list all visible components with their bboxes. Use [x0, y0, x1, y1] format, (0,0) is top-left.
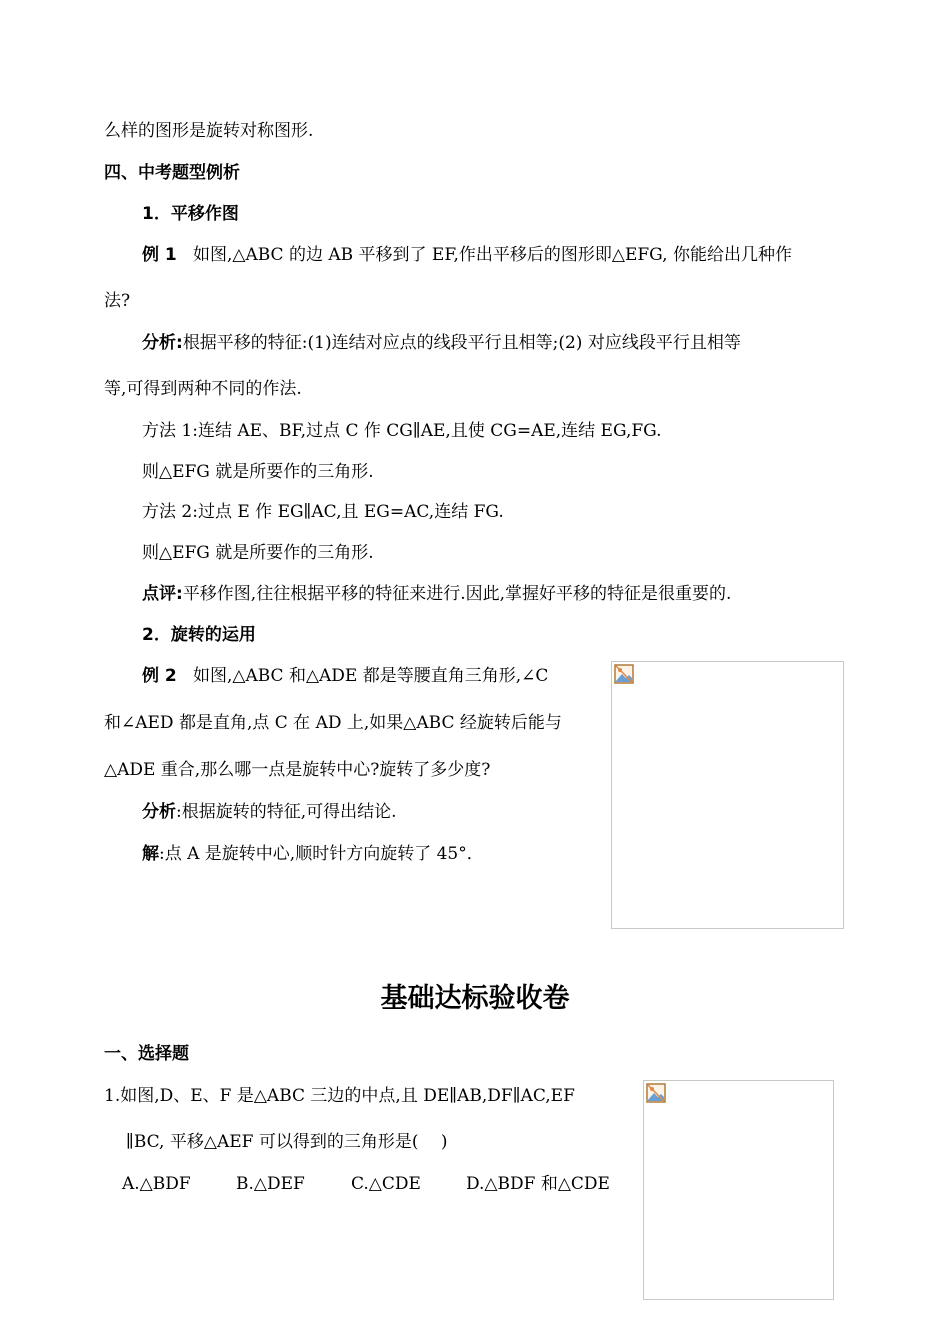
option-c: C.△CDE [351, 1174, 421, 1194]
method-2-result: 则△EFG 就是所要作的三角形. [142, 543, 374, 563]
question-1-cont: ∥BC, 平移△AEF 可以得到的三角形是( ) [126, 1132, 448, 1152]
subsection-heading: 2．旋转的运用 [142, 625, 256, 645]
page-title: 基础达标验收卷 [380, 983, 570, 1014]
comment [142, 583, 731, 605]
subsection-heading: 1．平移作图 [142, 204, 239, 224]
example-2-label: 例 2 [142, 666, 177, 686]
section-heading: 一、选择题 [104, 1044, 189, 1064]
figure-placeholder-1 [611, 661, 844, 929]
example-1 [142, 244, 792, 266]
analysis-1 [142, 332, 741, 354]
analysis-label: 分析 [142, 802, 176, 822]
broken-image-icon [614, 664, 634, 684]
example-1-text: 如图,△ABC 的边 AB 平移到了 EF,作出平移后的图形即△EFG, 你能给出几种作 [192, 245, 792, 265]
analysis-label: 分析: [142, 333, 183, 353]
method-1: 方法 1:连结 AE、BF,过点 C 作 CG∥AE,且使 CG=AE,连结 EG,FG. [142, 421, 662, 441]
analysis-text: :根据旋转的特征,可得出结论. [176, 802, 397, 822]
option-d: D.△BDF 和△CDE [466, 1174, 610, 1194]
comment-label: 点评: [142, 584, 183, 604]
section-heading: 四、中考题型例析 [104, 163, 240, 183]
option-b: B.△DEF [236, 1174, 305, 1194]
question-1: 1.如图,D、E、F 是△ABC 三边的中点,且 DE∥AB,DF∥AC,EF [104, 1086, 575, 1106]
text-line: △ADE 重合,那么哪一点是旋转中心?旋转了多少度? [104, 760, 491, 780]
solution-text: :点 A 是旋转中心,顺时针方向旋转了 45°． [159, 844, 484, 864]
analysis-text: 根据平移的特征:(1)连结对应点的线段平行且相等;(2) 对应线段平行且相等 [182, 333, 741, 353]
example-2-text: 如图,△ABC 和△ADE 都是等腰直角三角形,∠C [192, 666, 549, 686]
figure-placeholder-2 [643, 1080, 834, 1300]
solution [142, 843, 484, 865]
text-line: 和∠AED 都是直角,点 C 在 AD 上,如果△ABC 经旋转后能与 [104, 713, 562, 733]
text-line: 么样的图形是旋转对称图形. [104, 121, 314, 141]
method-1-result: 则△EFG 就是所要作的三角形. [142, 462, 374, 482]
example-1-label: 例 1 [142, 245, 177, 265]
option-a: A.△BDF [122, 1174, 191, 1194]
method-2: 方法 2:过点 E 作 EG∥AC,且 EG=AC,连结 FG. [142, 502, 504, 522]
text-line: 等,可得到两种不同的作法. [104, 379, 302, 399]
example-2 [142, 665, 548, 687]
text-line: 法? [104, 291, 131, 311]
solution-label: 解 [142, 844, 159, 864]
analysis-2 [142, 801, 397, 823]
comment-text: 平移作图,往往根据平移的特征来进行.因此,掌握好平移的特征是很重要的. [182, 584, 732, 604]
broken-image-icon [646, 1083, 666, 1103]
